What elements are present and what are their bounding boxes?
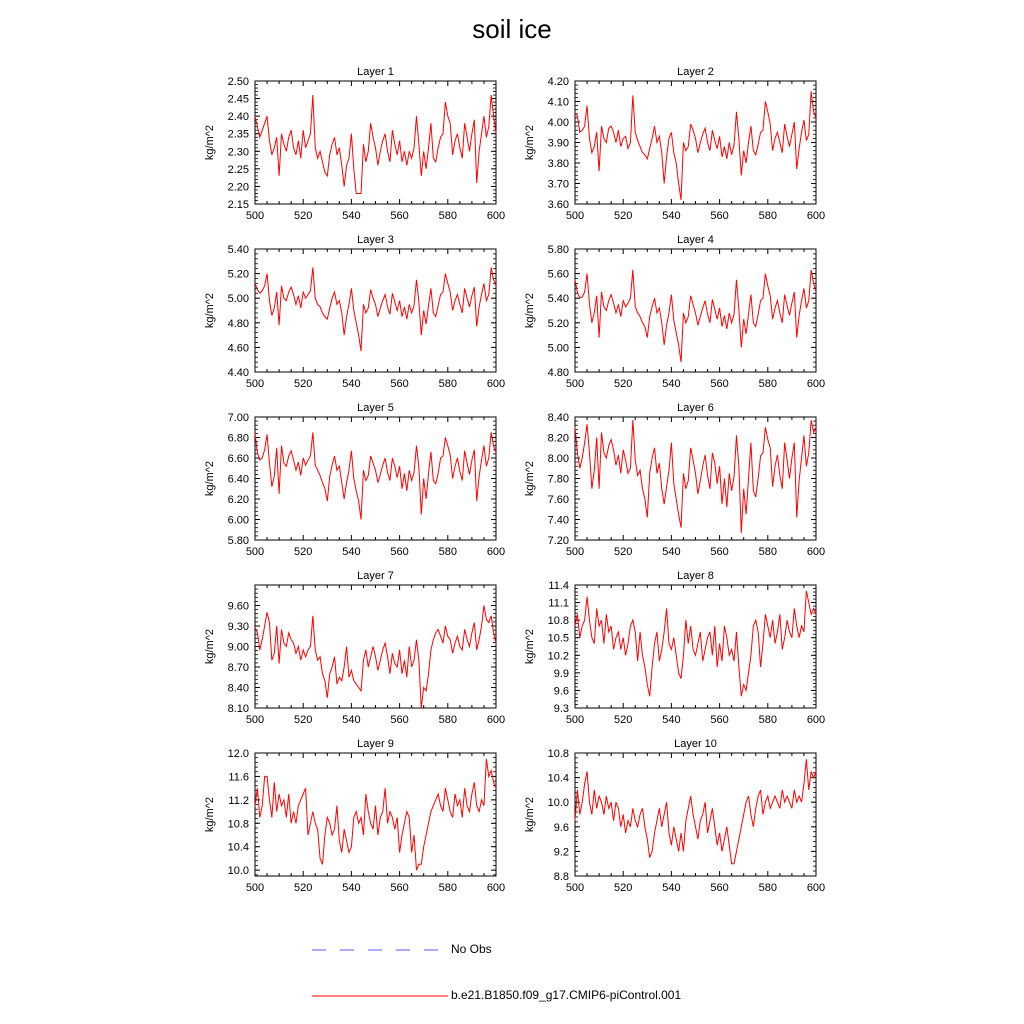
plot-frame <box>255 249 496 372</box>
y-tick-label: 5.00 <box>227 293 249 306</box>
x-tick-label: 500 <box>565 714 585 726</box>
plot-frame <box>575 417 816 540</box>
x-tick-label: 520 <box>294 210 313 222</box>
x-tick-label: 540 <box>342 210 361 222</box>
plot-frame <box>255 753 496 876</box>
x-tick-label: 540 <box>342 378 361 390</box>
y-axis-label: kg/m^2 <box>524 796 536 833</box>
chart-panel-1 <box>204 66 505 222</box>
panel-title: Layer 6 <box>677 402 714 414</box>
chart-panel-6 <box>524 402 825 558</box>
y-tick-label: 5.20 <box>547 317 569 330</box>
y-tick-label: 8.70 <box>227 662 249 674</box>
y-tick-label: 7.00 <box>227 412 249 424</box>
x-tick-label: 580 <box>438 882 457 894</box>
x-tick-label: 560 <box>390 378 409 390</box>
y-tick-label: 2.25 <box>227 163 249 176</box>
panel-title: Layer 7 <box>357 570 394 582</box>
y-axis-label: kg/m^2 <box>524 628 536 665</box>
x-tick-label: 580 <box>758 210 777 222</box>
x-tick-label: 540 <box>662 378 681 390</box>
y-tick-label: 4.40 <box>227 367 249 379</box>
y-tick-label: 9.00 <box>227 641 249 654</box>
series-line <box>255 95 496 193</box>
y-tick-label: 6.00 <box>227 514 249 527</box>
x-tick-label: 580 <box>438 714 457 726</box>
chart-panel-5 <box>204 402 505 558</box>
chart-panel-2 <box>524 66 825 222</box>
y-tick-label: 2.45 <box>227 93 249 106</box>
y-tick-label: 10.4 <box>547 772 569 785</box>
series-line <box>575 270 816 362</box>
chart-title: soil ice <box>472 14 552 44</box>
y-tick-label: 8.00 <box>547 453 569 465</box>
y-tick-label: 9.6 <box>553 821 569 834</box>
y-tick-label: 7.20 <box>547 535 569 547</box>
y-axis-label: kg/m^2 <box>204 124 216 161</box>
series-line <box>255 606 496 709</box>
x-tick-label: 520 <box>614 714 633 726</box>
y-axis-label: kg/m^2 <box>204 460 216 497</box>
y-tick-label: 8.8 <box>553 871 569 883</box>
y-tick-label: 9.2 <box>553 846 569 859</box>
x-tick-label: 500 <box>565 378 585 390</box>
y-tick-label: 12.0 <box>227 748 249 760</box>
y-tick-label: 5.40 <box>547 293 569 306</box>
y-tick-label: 4.80 <box>227 317 249 330</box>
y-tick-label: 5.80 <box>547 244 569 256</box>
y-axis-label: kg/m^2 <box>204 292 216 329</box>
chart-panel-4 <box>524 234 825 390</box>
series-line <box>575 591 816 696</box>
y-tick-label: 4.10 <box>547 96 569 109</box>
y-tick-label: 10.4 <box>227 841 249 854</box>
panel-title: Layer 10 <box>674 738 717 750</box>
x-tick-label: 560 <box>710 378 729 390</box>
series-line <box>255 759 496 870</box>
chart-panel-7 <box>204 570 505 726</box>
y-tick-label: 7.60 <box>547 494 569 506</box>
x-tick-label: 520 <box>294 546 313 558</box>
x-tick-label: 520 <box>614 882 633 894</box>
y-axis-label: kg/m^2 <box>524 460 536 497</box>
y-tick-label: 3.80 <box>547 158 569 170</box>
series-line <box>575 759 816 864</box>
y-tick-label: 3.70 <box>547 178 569 191</box>
y-tick-label: 4.00 <box>547 117 569 129</box>
y-tick-label: 2.15 <box>227 199 249 211</box>
y-axis-label: kg/m^2 <box>204 796 216 833</box>
y-tick-label: 10.0 <box>547 797 569 810</box>
y-tick-label: 9.60 <box>227 600 249 613</box>
series-line <box>255 432 496 519</box>
x-tick-label: 600 <box>806 378 826 390</box>
panel-title: Layer 8 <box>677 570 714 582</box>
x-tick-label: 560 <box>710 210 729 222</box>
x-tick-label: 560 <box>390 882 409 894</box>
x-tick-label: 580 <box>758 714 777 726</box>
y-tick-label: 2.20 <box>227 181 249 194</box>
y-tick-label: 2.50 <box>227 76 249 88</box>
y-axis-label: kg/m^2 <box>524 124 536 161</box>
y-tick-label: 6.80 <box>227 432 249 445</box>
y-tick-label: 11.2 <box>228 794 249 807</box>
y-tick-label: 9.6 <box>553 685 569 698</box>
y-tick-label: 5.40 <box>227 244 249 256</box>
panel-title: Layer 3 <box>357 234 394 246</box>
x-tick-label: 560 <box>710 882 729 894</box>
x-tick-label: 580 <box>758 882 777 894</box>
x-tick-label: 500 <box>245 714 265 726</box>
x-tick-label: 560 <box>390 210 409 222</box>
y-axis-label: kg/m^2 <box>204 628 216 665</box>
x-tick-label: 600 <box>806 714 826 726</box>
x-tick-label: 560 <box>390 546 409 558</box>
series-line <box>575 420 816 533</box>
y-tick-label: 10.8 <box>547 615 569 628</box>
chart-panel-10 <box>524 738 825 894</box>
y-tick-label: 7.80 <box>547 473 569 486</box>
panel-title: Layer 9 <box>357 738 394 750</box>
x-tick-label: 520 <box>614 210 633 222</box>
x-tick-label: 540 <box>342 546 361 558</box>
plot-frame <box>255 81 496 204</box>
x-tick-label: 520 <box>294 714 313 726</box>
x-tick-label: 600 <box>806 882 826 894</box>
x-tick-label: 580 <box>758 546 777 558</box>
x-tick-label: 500 <box>565 546 585 558</box>
x-tick-label: 600 <box>486 546 506 558</box>
y-tick-label: 4.80 <box>547 367 569 379</box>
x-tick-label: 540 <box>342 882 361 894</box>
y-tick-label: 11.4 <box>548 580 569 592</box>
y-tick-label: 4.20 <box>547 76 569 88</box>
chart-panel-3 <box>204 234 505 390</box>
y-tick-label: 9.30 <box>227 621 249 633</box>
x-tick-label: 600 <box>486 714 506 726</box>
chart-panel-9 <box>204 738 505 894</box>
y-axis-label: kg/m^2 <box>524 292 536 329</box>
y-tick-label: 5.60 <box>547 268 569 281</box>
x-tick-label: 500 <box>565 210 585 222</box>
x-tick-label: 600 <box>486 210 506 222</box>
x-tick-label: 580 <box>758 378 777 390</box>
x-tick-label: 540 <box>662 546 681 558</box>
x-tick-label: 540 <box>342 714 361 726</box>
x-tick-label: 580 <box>438 378 457 390</box>
x-tick-label: 520 <box>294 882 313 894</box>
plot-frame <box>575 585 816 708</box>
y-tick-label: 9.3 <box>553 703 569 715</box>
panel-title: Layer 4 <box>677 234 714 246</box>
x-tick-label: 560 <box>710 546 729 558</box>
y-tick-label: 4.60 <box>227 342 249 355</box>
panel-title: Layer 1 <box>357 66 394 78</box>
y-tick-label: 2.40 <box>227 111 249 124</box>
x-tick-label: 600 <box>806 546 826 558</box>
panel-title: Layer 5 <box>357 402 394 414</box>
y-tick-label: 9.9 <box>553 667 569 680</box>
y-tick-label: 10.5 <box>547 632 569 645</box>
y-tick-label: 6.40 <box>227 473 249 486</box>
y-tick-label: 5.80 <box>227 535 249 547</box>
y-tick-label: 2.30 <box>227 146 249 159</box>
x-tick-label: 580 <box>438 210 457 222</box>
x-tick-label: 580 <box>438 546 457 558</box>
y-tick-label: 3.90 <box>547 137 569 150</box>
plot-frame <box>255 417 496 540</box>
y-tick-label: 3.60 <box>547 199 569 211</box>
chart-panel-8 <box>524 570 825 726</box>
legend-label-no-obs: No Obs <box>451 942 492 956</box>
y-tick-label: 10.0 <box>227 865 249 878</box>
x-tick-label: 540 <box>662 714 681 726</box>
y-tick-label: 8.20 <box>547 432 569 445</box>
x-tick-label: 500 <box>245 546 265 558</box>
y-tick-label: 8.40 <box>547 412 569 424</box>
plot-frame <box>575 753 816 876</box>
x-tick-label: 560 <box>710 714 729 726</box>
y-tick-label: 6.60 <box>227 453 249 465</box>
legend-label-model: b.e21.B1850.f09_g17.CMIP6-piControl.001 <box>451 988 682 1002</box>
x-tick-label: 500 <box>245 378 265 390</box>
series-line <box>255 267 496 351</box>
series-line <box>575 91 816 200</box>
x-tick-label: 500 <box>565 882 585 894</box>
y-tick-label: 7.40 <box>547 514 569 527</box>
y-tick-label: 10.8 <box>227 818 249 831</box>
x-tick-label: 520 <box>614 378 633 390</box>
y-tick-label: 5.20 <box>227 268 249 281</box>
y-tick-label: 8.10 <box>227 703 249 715</box>
x-tick-label: 560 <box>390 714 409 726</box>
x-tick-label: 540 <box>662 210 681 222</box>
x-tick-label: 520 <box>294 378 313 390</box>
x-tick-label: 500 <box>245 882 265 894</box>
x-tick-label: 500 <box>245 210 265 222</box>
y-tick-label: 10.2 <box>547 650 569 663</box>
panel-title: Layer 2 <box>677 66 714 78</box>
x-tick-label: 600 <box>486 378 506 390</box>
x-tick-label: 520 <box>614 546 633 558</box>
y-tick-label: 11.1 <box>548 597 569 610</box>
y-tick-label: 2.35 <box>227 128 249 141</box>
x-tick-label: 600 <box>806 210 826 222</box>
x-tick-label: 540 <box>662 882 681 894</box>
y-tick-label: 11.6 <box>228 771 249 784</box>
y-tick-label: 10.8 <box>547 748 569 760</box>
y-tick-label: 5.00 <box>547 342 569 355</box>
x-tick-label: 600 <box>486 882 506 894</box>
y-tick-label: 6.20 <box>227 494 249 506</box>
y-tick-label: 8.40 <box>227 682 249 695</box>
